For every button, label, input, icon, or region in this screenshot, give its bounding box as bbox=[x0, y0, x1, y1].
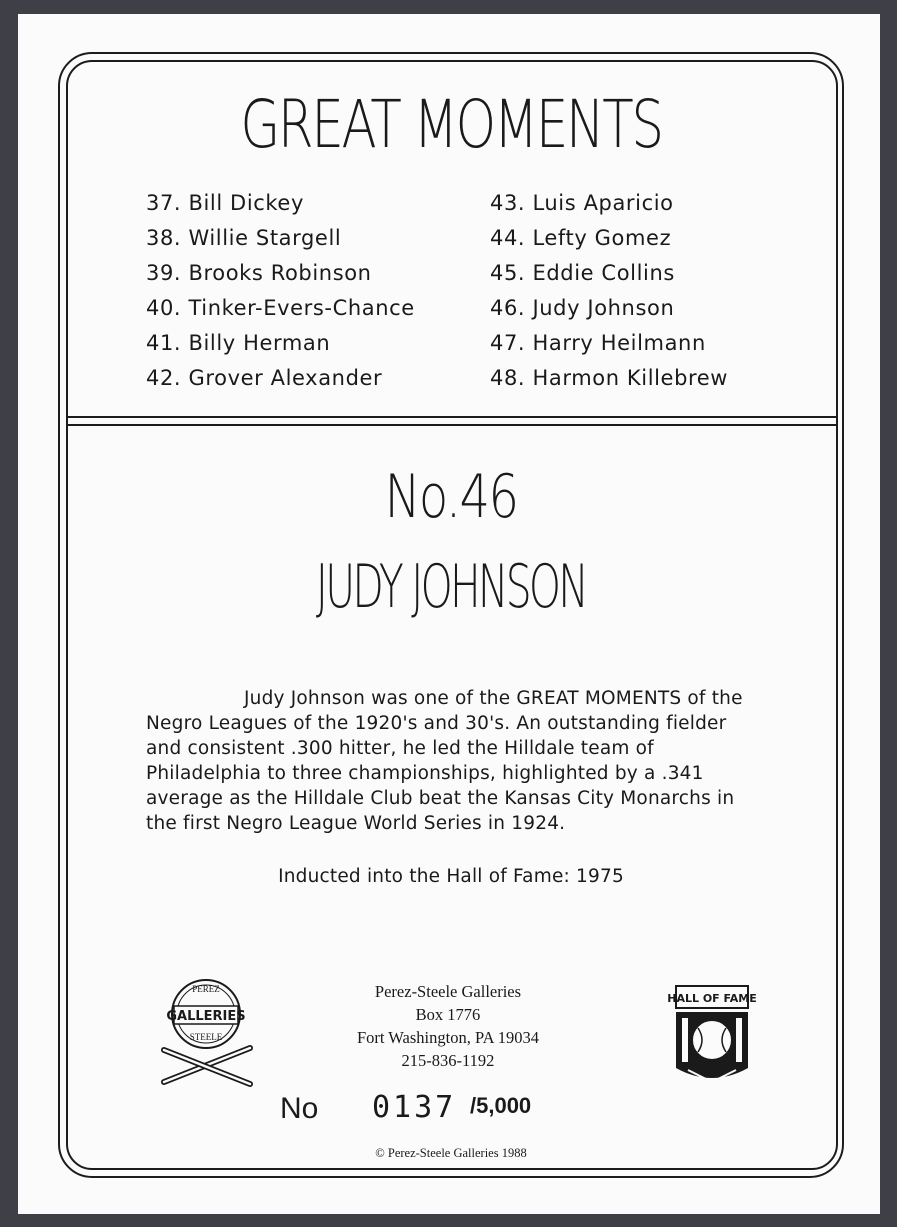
checklist-right bbox=[490, 186, 728, 396]
publisher-city: Fort Washington, PA 19034 bbox=[356, 1028, 540, 1047]
checklist-item: 42. Grover Alexander bbox=[146, 366, 383, 390]
checklist-item: 47. Harry Heilmann bbox=[490, 331, 706, 355]
publisher-name: Perez-Steele Galleries bbox=[374, 982, 522, 1001]
card-number: No.46 bbox=[384, 462, 518, 532]
hof-logo-text: HALL OF FAME bbox=[668, 992, 757, 1005]
checklist-item: 39. Brooks Robinson bbox=[146, 261, 372, 285]
checklist-item: 41. Billy Herman bbox=[146, 331, 331, 355]
biography-text: Judy Johnson was one of the GREAT MOMENTS of the Negro Leagues of the 1920's and 30's. An outstanding fielder and consistent .300 hitter, he led the Hilldale team of Philadelphia to three championships, highlighted by a .341 average as the Hilldale Club beat the Kansas City Monarchs in the first Negro League World Series in 1924. bbox=[146, 688, 743, 834]
serial-value: 0137 bbox=[372, 1090, 457, 1125]
logo-text-top: PEREZ bbox=[192, 984, 220, 994]
checklist-left bbox=[146, 186, 415, 396]
logo-text-mid: GALLERIES bbox=[166, 1009, 246, 1024]
checklist-item: 46. Judy Johnson bbox=[490, 296, 675, 320]
publisher-box: Box 1776 bbox=[415, 1005, 481, 1024]
checklist-item: 43. Luis Aparicio bbox=[490, 191, 674, 215]
section-divider-top bbox=[66, 416, 836, 418]
copyright-notice: © Perez-Steele Galleries 1988 bbox=[375, 1146, 527, 1160]
checklist-item: 48. Harmon Killebrew bbox=[490, 366, 729, 390]
hall-of-fame-logo bbox=[668, 982, 758, 1092]
publisher-phone: 215-836-1192 bbox=[401, 1051, 495, 1070]
induction-line: Inducted into the Hall of Fame: 1975 bbox=[278, 866, 624, 887]
trading-card-back bbox=[18, 14, 880, 1214]
section-divider-bottom bbox=[66, 424, 836, 426]
serial-total: /5,000 bbox=[470, 1093, 532, 1118]
subject-name: JUDY JOHNSON bbox=[315, 552, 587, 622]
checklist-item: 40. Tinker-Evers-Chance bbox=[146, 296, 415, 320]
hall-of-fame-icon bbox=[668, 982, 758, 1092]
logo-text-bottom: STEELE bbox=[189, 1032, 223, 1042]
serial-prefix: No bbox=[280, 1092, 319, 1125]
galleries-logo-icon bbox=[158, 972, 258, 1092]
checklist-item: 38. Willie Stargell bbox=[146, 226, 342, 250]
serial-number bbox=[280, 1088, 580, 1128]
checklist-item: 44. Lefty Gomez bbox=[490, 226, 672, 250]
checklist-item: 45. Eddie Collins bbox=[490, 261, 675, 285]
series-title: GREAT MOMENTS bbox=[240, 86, 662, 163]
perez-steele-galleries-logo bbox=[158, 972, 258, 1092]
publisher-address bbox=[298, 980, 598, 1072]
checklist-item: 37. Bill Dickey bbox=[146, 191, 304, 215]
